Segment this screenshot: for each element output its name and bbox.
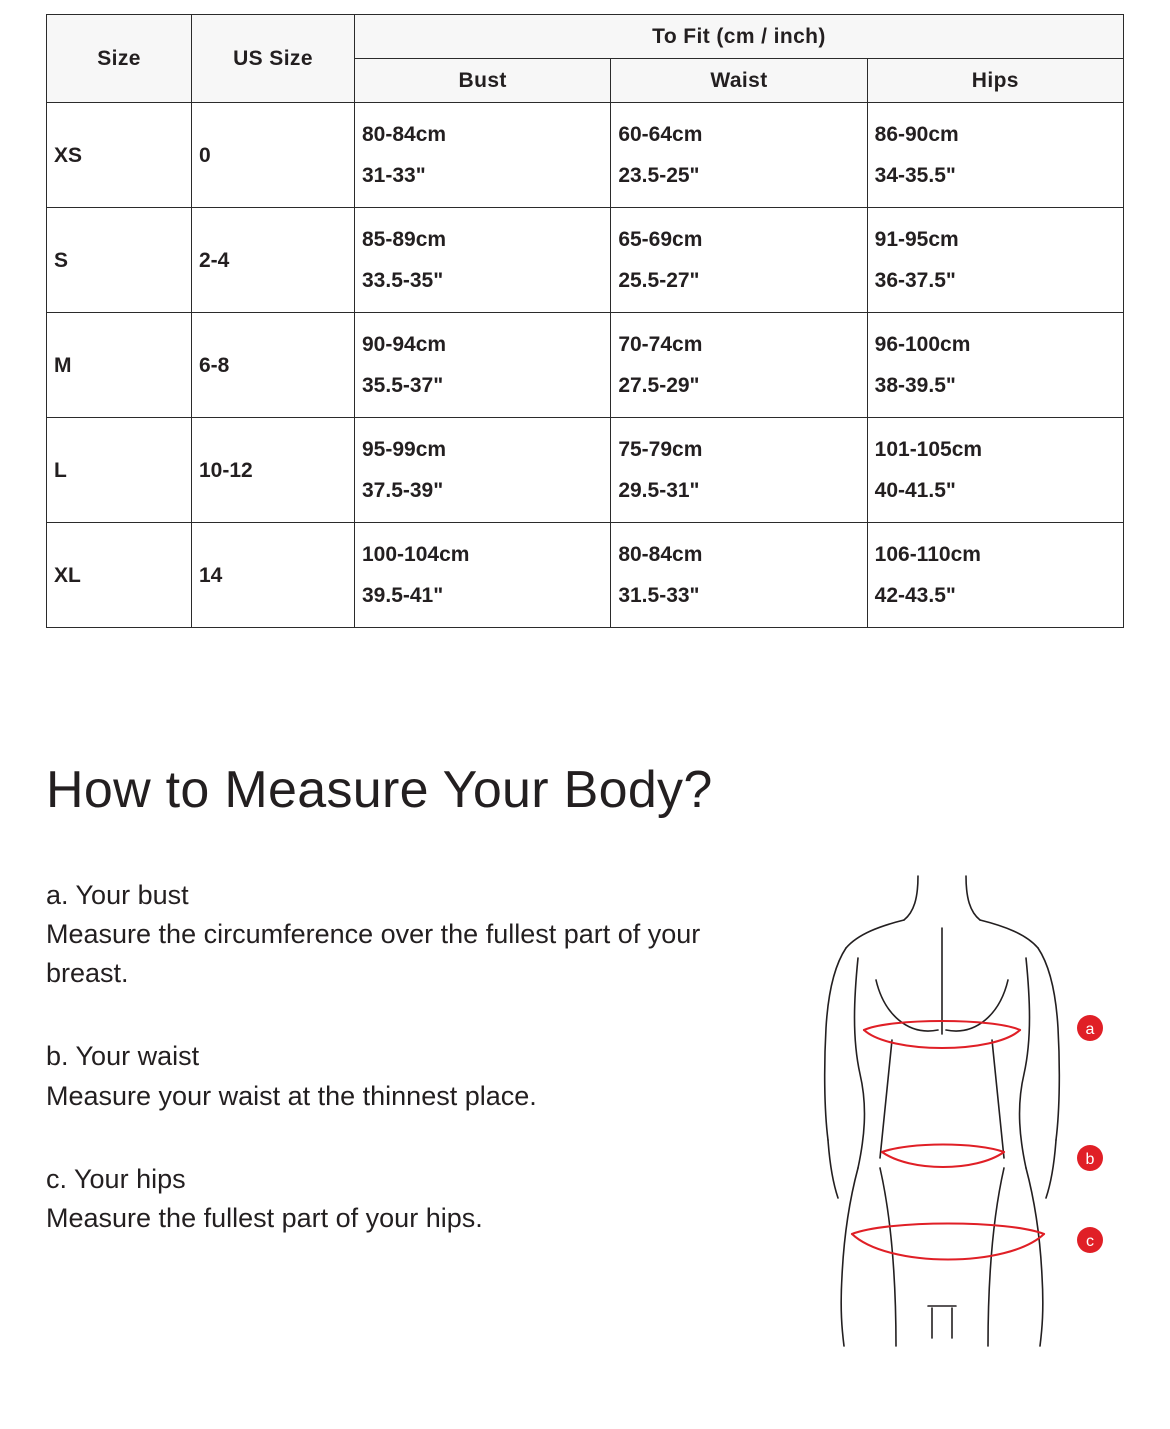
column-header-waist: Waist [611,59,867,103]
marker-c-icon [1077,1227,1103,1253]
cell-hips [867,208,1123,313]
cell-hips [867,313,1123,418]
table-row [47,418,1124,523]
cell-hips-cm: 101-105cm [874,438,983,461]
cell-size: XL [47,523,192,628]
table-body [47,103,1124,628]
instructions-list [40,876,780,1348]
instruction-heading: c. Your hips [46,1163,186,1194]
cell-bust [355,523,611,628]
svg-text:b: b [1085,1151,1095,1168]
table-row [47,103,1124,208]
table-header-row-top [47,15,1124,59]
instruction-body: Measure your waist at the thinnest place. [46,1080,537,1111]
cell-hips-inch: 34-35.5" [874,164,956,187]
svg-text:a: a [1085,1021,1095,1038]
cell-waist [611,313,867,418]
cell-size: S [47,208,192,313]
cell-us-size: 10-12 [192,418,355,523]
column-header-hips: Hips [867,59,1123,103]
cell-hips-cm: 96-100cm [874,333,971,356]
cell-size: L [47,418,192,523]
table-row [47,313,1124,418]
instruction-heading: b. Your waist [46,1041,200,1072]
cell-bust [355,418,611,523]
female-body-figure-icon [780,868,1120,1348]
table-row [47,523,1124,628]
cell-hips-inch: 40-41.5" [874,479,956,502]
cell-waist-inch: 25.5-27" [618,269,700,292]
cell-bust [355,313,611,418]
cell-waist [611,523,867,628]
cell-us-size: 2-4 [192,208,355,313]
cell-waist-inch: 23.5-25" [618,164,700,187]
cell-bust-inch: 39.5-41" [362,584,444,607]
how-to-measure-section [40,876,1130,1348]
cell-bust-inch: 35.5-37" [362,374,444,397]
cell-hips-cm: 106-110cm [874,543,981,566]
column-header-size: Size [47,15,192,103]
table-row [47,208,1124,313]
cell-hips [867,523,1123,628]
instruction-item-bust [46,876,780,993]
cell-us-size: 0 [192,103,355,208]
cell-bust [355,208,611,313]
cell-hips-cm: 86-90cm [874,123,959,146]
instruction-item-hips [46,1160,780,1238]
body-measurement-diagram [780,868,1130,1348]
column-header-us-size: US Size [192,15,355,103]
cell-bust-cm: 85-89cm [362,228,447,251]
cell-waist-inch: 27.5-29" [618,374,700,397]
cell-waist [611,208,867,313]
cell-waist-cm: 80-84cm [618,543,703,566]
cell-hips-inch: 42-43.5" [874,584,956,607]
cell-waist-cm: 70-74cm [618,333,703,356]
cell-waist-cm: 60-64cm [618,123,703,146]
cell-bust-cm: 100-104cm [362,543,470,566]
cell-bust-inch: 33.5-35" [362,269,444,292]
page-title: How to Measure Your Body? [46,761,713,819]
table-header [47,15,1124,103]
cell-bust-inch: 31-33" [362,164,426,187]
cell-bust [355,103,611,208]
size-chart-table [46,14,1124,628]
cell-waist-inch: 31.5-33" [618,584,700,607]
column-header-bust: Bust [355,59,611,103]
cell-hips [867,103,1123,208]
cell-us-size: 6-8 [192,313,355,418]
cell-waist [611,418,867,523]
instruction-body: Measure the circumference over the fullest part of your breast. [46,919,701,989]
cell-size: XS [47,103,192,208]
cell-waist-cm: 75-79cm [618,438,703,461]
instruction-body: Measure the fullest part of your hips. [46,1202,483,1233]
cell-bust-inch: 37.5-39" [362,479,444,502]
cell-waist-inch: 29.5-31" [618,479,700,502]
instruction-item-waist [46,1037,780,1115]
instruction-heading: a. Your bust [46,880,189,910]
cell-bust-cm: 80-84cm [362,123,447,146]
cell-waist [611,103,867,208]
cell-us-size: 14 [192,523,355,628]
cell-bust-cm: 95-99cm [362,438,447,461]
cell-hips [867,418,1123,523]
cell-hips-cm: 91-95cm [874,228,959,251]
column-header-to-fit: To Fit (cm / inch) [355,15,1124,59]
svg-text:c: c [1086,1233,1094,1250]
cell-size: M [47,313,192,418]
cell-hips-inch: 38-39.5" [874,374,956,397]
marker-a-icon [1077,1015,1103,1041]
cell-hips-inch: 36-37.5" [874,269,956,292]
marker-b-icon [1077,1145,1103,1171]
cell-waist-cm: 65-69cm [618,228,703,251]
cell-bust-cm: 90-94cm [362,333,447,356]
